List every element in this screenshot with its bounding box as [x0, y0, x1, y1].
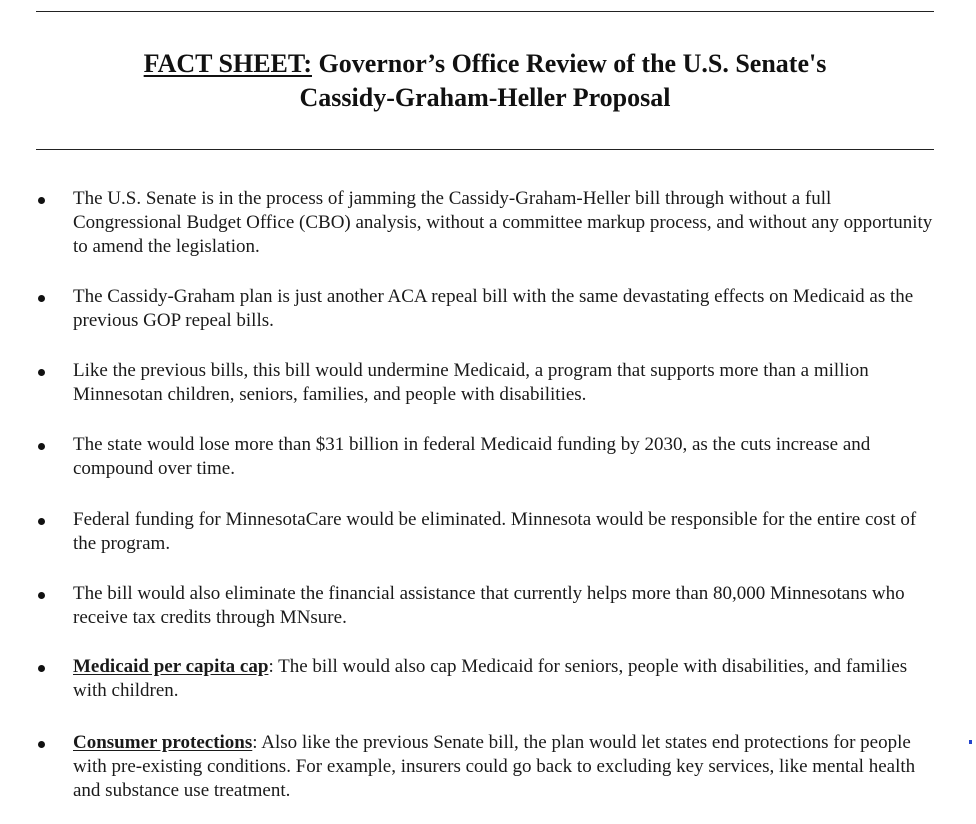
bullet-marker [38, 592, 45, 599]
bullet-text [73, 187, 933, 259]
bullet-body: The Cassidy-Graham plan is just another ACA repeal bill with the same devastating effects on Medicaid as the previous GOP repeal bills. [73, 286, 914, 331]
bullet-text [73, 655, 933, 703]
bullet-text [73, 582, 933, 630]
bullet-marker [38, 518, 45, 525]
bullet-text [73, 731, 933, 803]
bullet-body: The bill would also eliminate the financial assistance that currently helps more than 80,000 Minnesotans who receive tax credits through MNsure. [73, 583, 905, 628]
bullet-marker [38, 295, 45, 302]
bullet-body: The U.S. Senate is in the process of jamming the Cassidy-Graham-Heller bill through without a full Congressional Budget Office (CBO) analysis, without a committee markup process, and without any opportunity to amend the legislation. [73, 188, 933, 257]
bullet-text [73, 285, 933, 333]
bullet-marker [38, 443, 45, 450]
bullet-text [73, 508, 933, 556]
bullet-text [73, 359, 933, 407]
title-lead: FACT SHEET: [143, 49, 312, 78]
bullet-body: Federal funding for MinnesotaCare would be eliminated. Minnesota would be responsible for the entire cost of the program. [73, 509, 917, 554]
bullet-body: Like the previous bills, this bill would undermine Medicaid, a program that supports more than a million Minnesotan children, seniors, families, and people with disabilities. [73, 360, 869, 405]
bullet-body: : Also like the previous Senate bill, the plan would let states end protections for people with pre-existing conditions. For example, insurers could go back to excluding key services, like mental health and substance use treatment. [73, 732, 916, 801]
bullet-text [73, 433, 933, 481]
title-line-2: Cassidy-Graham-Heller Proposal [299, 83, 671, 112]
stray-mark [969, 740, 972, 744]
bullet-marker [38, 369, 45, 376]
bullet-marker [38, 197, 45, 204]
bullet-marker [38, 665, 45, 672]
title-rest: Governor’s Office Review of the U.S. Senate's [311, 49, 827, 78]
bullet-body: The state would lose more than $31 billion in federal Medicaid funding by 2030, as the cuts increase and compound over time. [73, 434, 871, 479]
bullet-marker [38, 741, 45, 748]
bullet-lead: Medicaid per capita cap [73, 656, 269, 677]
bullet-lead: Consumer protections [73, 732, 253, 753]
bullet-body: : The bill would also cap Medicaid for seniors, people with disabilities, and families with children. [73, 656, 908, 701]
